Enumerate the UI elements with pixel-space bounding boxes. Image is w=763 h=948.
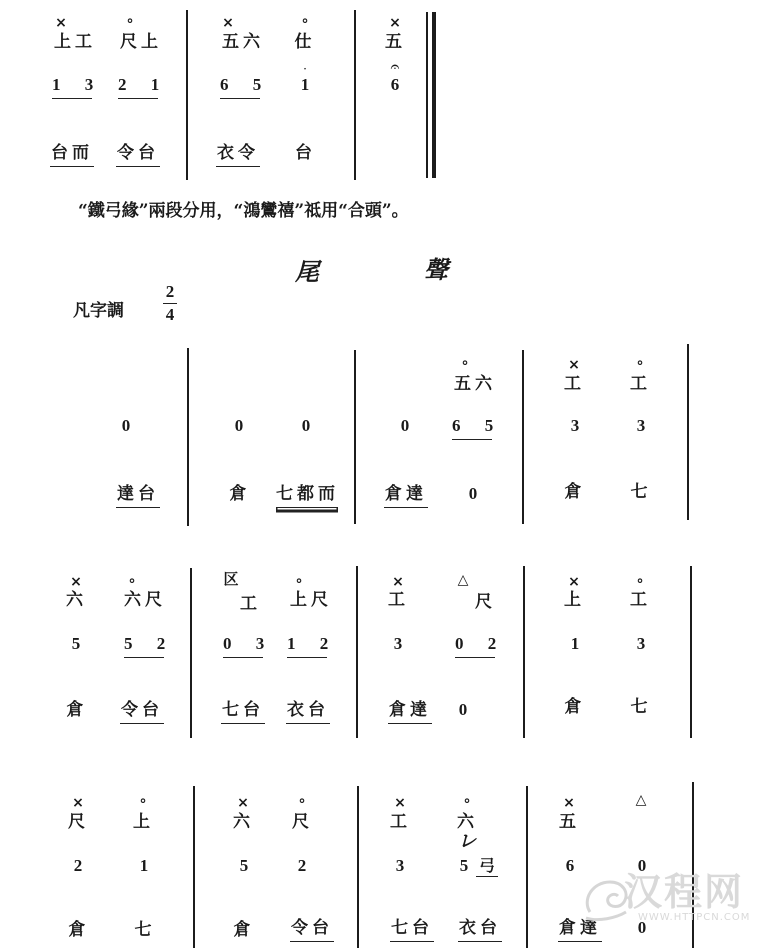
beat-mark-x: × <box>222 15 234 31</box>
jianpu-note: 6 5 <box>220 75 260 99</box>
percussion-syllable: 七 <box>134 920 156 940</box>
percussion-syllable: 衣令 <box>216 143 260 167</box>
gongche-note: 上尺 <box>290 590 332 610</box>
jianpu-note: 1 2 <box>287 634 327 658</box>
percussion-syllable: 令台 <box>290 918 334 942</box>
beat-mark-circle: ° <box>461 359 469 375</box>
percussion-syllable: 倉 <box>68 920 90 940</box>
percussion-syllable: 七 <box>630 697 652 717</box>
gongche-note: 工 <box>390 812 411 832</box>
percussion-syllable: 台 <box>295 143 316 163</box>
percussion-syllable: 倉 <box>564 697 586 717</box>
gongche-note: 尺 <box>68 812 89 832</box>
octave-dot: · <box>303 62 307 76</box>
percussion-syllable: 七台 <box>390 918 434 942</box>
gongche-note: 六 <box>233 812 254 832</box>
jianpu-note: 6 <box>390 75 400 94</box>
beat-mark-circle: ° <box>126 17 134 33</box>
beat-mark-circle: ° <box>295 577 303 593</box>
beat-mark-boxed-x: 区 <box>223 570 239 588</box>
final-bar-thick <box>432 12 436 178</box>
time-signature-bottom: 4 <box>165 305 175 324</box>
percussion-syllable: 倉 <box>233 920 255 940</box>
bar-line <box>190 568 192 738</box>
percussion-syllable: 衣台 <box>458 918 502 942</box>
bar-line <box>354 350 356 524</box>
jianpu-note: 5 <box>71 634 81 653</box>
beat-mark-circle: ° <box>301 17 309 33</box>
section-title-char: 尾 <box>295 257 319 286</box>
time-signature <box>160 282 180 325</box>
jianpu-note: 6 <box>565 856 575 875</box>
jianpu-note: 3 <box>570 416 580 435</box>
beat-mark-circle: ° <box>128 577 136 593</box>
jianpu-note: 3 <box>393 634 403 653</box>
percussion-syllable: 七都而 <box>276 484 338 508</box>
gongche-note: 尺 <box>475 592 496 612</box>
jianpu-note: 2 <box>73 856 83 875</box>
jianpu-note: 0 <box>301 416 311 435</box>
percussion-syllable: 衣台 <box>286 700 330 724</box>
bar-line <box>687 344 689 520</box>
watermark-logo-text: 汉程网 <box>624 870 745 914</box>
beat-mark-x: × <box>568 357 580 373</box>
gongche-note: 上 <box>564 590 585 610</box>
percussion-syllable: 倉 <box>66 700 88 720</box>
percussion-syllable: 倉 <box>229 484 251 504</box>
jianpu-note: 0 2 <box>455 634 495 658</box>
jianpu-note: 1 <box>300 75 310 94</box>
percussion-syllable: 倉達 <box>384 484 428 508</box>
beat-mark-x: × <box>568 574 580 590</box>
watermark-swirl-icon <box>580 872 634 924</box>
watermark-url: WWW.HTTPCN.COM <box>638 912 751 923</box>
beat-mark-x: × <box>392 574 404 590</box>
beat-mark-triangle: △ <box>457 572 469 588</box>
ornament-mark: 弓 <box>476 856 498 877</box>
final-bar-thin <box>426 12 428 178</box>
beat-mark-x: × <box>563 795 575 811</box>
jianpu-note: 1 <box>570 634 580 653</box>
gongche-note: 五六 <box>454 374 496 394</box>
gongche-note: 仕 <box>294 32 316 52</box>
beat-mark-x: × <box>237 795 249 811</box>
rest: 0 <box>468 484 478 503</box>
gongche-note: 上工 <box>54 32 96 52</box>
jianpu-note: 1 3 <box>52 75 92 99</box>
jianpu-note: 5 2 <box>124 634 164 658</box>
percussion-syllable: 令台 <box>120 700 164 724</box>
rest: 0 <box>458 700 468 719</box>
beat-mark-circle: ° <box>463 797 471 813</box>
gongche-note: 工 <box>388 590 409 610</box>
key-signature: 凡字調 <box>73 301 124 321</box>
gongche-note: 尺上 <box>120 32 162 52</box>
time-signature-line <box>163 303 177 304</box>
rest: 0 <box>637 918 647 937</box>
beat-mark-circle: ° <box>298 797 306 813</box>
bar-line <box>186 10 188 180</box>
jianpu-note: 2 <box>297 856 307 875</box>
percussion-syllable: 台而 <box>50 143 94 167</box>
percussion-syllable: 達台 <box>116 484 160 508</box>
bar-line <box>354 10 356 180</box>
gongche-note: 五六 <box>222 32 264 52</box>
bar-line <box>356 566 358 738</box>
gongche-note: 工 <box>564 374 585 394</box>
jianpu-note: 0 <box>234 416 244 435</box>
jianpu-note: 3 <box>636 634 646 653</box>
bar-line <box>692 782 694 948</box>
jianpu-note: 5 <box>239 856 249 875</box>
bar-line <box>526 786 528 948</box>
bar-line <box>193 786 195 948</box>
jianpu-note: 6 5 <box>452 416 492 440</box>
beat-mark-x: × <box>389 15 401 31</box>
gongche-note: 工 <box>240 594 261 614</box>
gongche-note: 工 <box>630 590 651 610</box>
percussion-syllable: 倉達 <box>388 700 432 724</box>
percussion-syllable: 七 <box>630 482 652 502</box>
gongche-note: 六 <box>457 812 478 832</box>
gongche-note: 六 <box>66 590 87 610</box>
beat-mark-x: × <box>394 795 406 811</box>
beat-mark-triangle: △ <box>635 792 647 808</box>
jianpu-note: 0 <box>121 416 131 435</box>
slide-mark: レ <box>458 831 476 852</box>
beat-mark-x: × <box>72 795 84 811</box>
performance-note: “鐵弓緣”兩段分用，“鴻鸞禧”祗用“合頭”。 <box>78 201 409 221</box>
bar-line <box>187 348 189 526</box>
percussion-syllable: 倉達 <box>558 918 602 942</box>
section-title-char: 聲 <box>424 255 448 284</box>
jianpu-note: 0 <box>637 856 647 875</box>
beat-mark-circle: ° <box>139 797 147 813</box>
gongche-note: 六尺 <box>124 590 166 610</box>
bar-line <box>690 566 692 738</box>
gongche-note: 五 <box>385 32 406 52</box>
percussion-syllable: 倉 <box>564 482 586 502</box>
jianpu-note: 5 <box>459 856 469 875</box>
beat-mark-circle: ° <box>636 359 644 375</box>
jianpu-note: 1 <box>139 856 149 875</box>
fermata-icon: 𝄐 <box>390 57 400 76</box>
bar-line <box>357 786 359 948</box>
beat-mark-x: × <box>55 15 67 31</box>
beat-mark-x: × <box>70 574 82 590</box>
bar-line <box>523 566 525 738</box>
percussion-syllable: 七台 <box>221 700 265 724</box>
jianpu-note: 3 <box>636 416 646 435</box>
percussion-syllable: 令台 <box>116 143 160 167</box>
beat-mark-circle: ° <box>636 577 644 593</box>
jianpu-note: 0 3 <box>223 634 263 658</box>
gongche-note: 工 <box>630 374 651 394</box>
watermark <box>580 872 760 923</box>
bar-line <box>522 350 524 524</box>
time-signature-top: 2 <box>165 282 175 301</box>
gongche-note: 五 <box>559 812 580 832</box>
gongche-note: 上 <box>133 812 154 832</box>
jianpu-note: 0 <box>400 416 410 435</box>
gongche-note: 尺 <box>292 812 313 832</box>
jianpu-note: 3 <box>395 856 405 875</box>
jianpu-note: 2 1 <box>118 75 158 99</box>
